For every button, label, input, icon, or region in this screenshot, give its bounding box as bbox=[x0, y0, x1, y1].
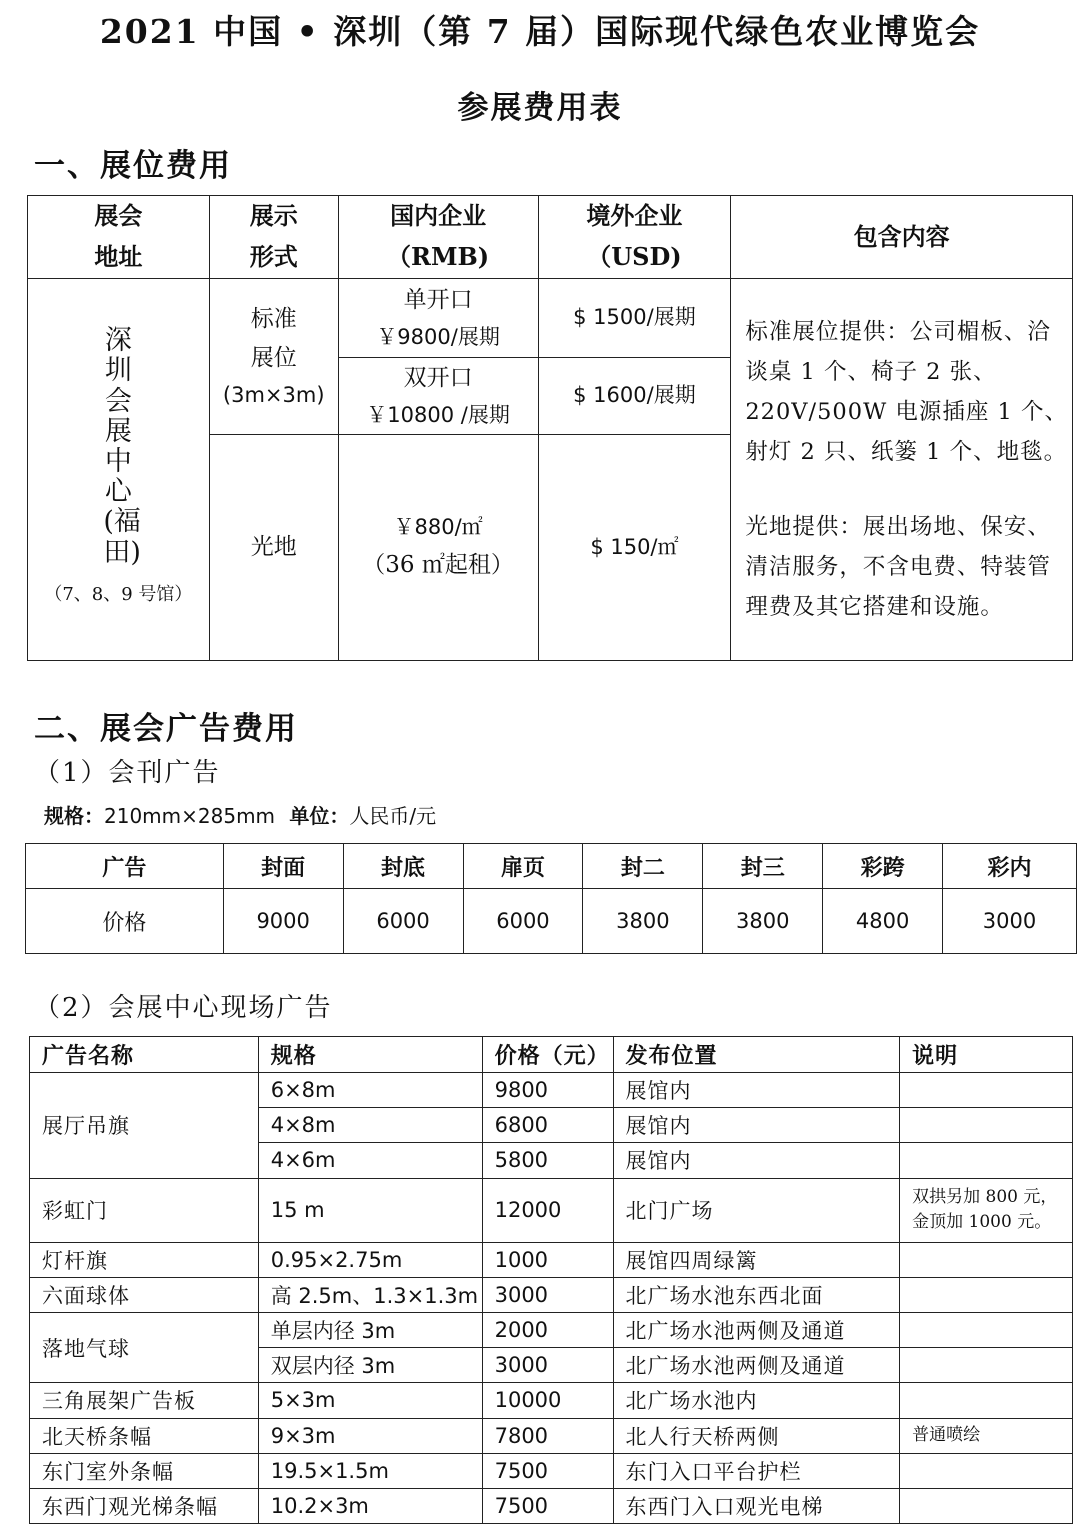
table-row bbox=[30, 1242, 1073, 1277]
onsite-ad-table bbox=[29, 1036, 1073, 1524]
ad-note bbox=[900, 1348, 1073, 1383]
table-row bbox=[30, 1383, 1073, 1418]
ad-price: 9800 bbox=[482, 1073, 613, 1108]
subheading-onsite-ads: （2）会展中心现场广告 bbox=[34, 993, 333, 1023]
ad-price: 5800 bbox=[482, 1143, 613, 1178]
ad-spec: 0.95×2.75m bbox=[258, 1242, 482, 1277]
header-overseas: 境外企业（USD) bbox=[538, 196, 731, 279]
ad-location: 北广场水池东西北面 bbox=[613, 1277, 900, 1312]
ad-note bbox=[900, 1242, 1073, 1277]
ad-note bbox=[900, 1073, 1073, 1108]
price-cell: 9000 bbox=[223, 889, 343, 954]
header-includes: 包含内容 bbox=[731, 196, 1073, 279]
ad-name: 东西门观光梯条幅 bbox=[30, 1488, 259, 1523]
ad-location: 展馆内 bbox=[613, 1143, 900, 1178]
col-header: 发布位置 bbox=[613, 1037, 900, 1073]
raw-space-form: 光地 bbox=[209, 435, 338, 661]
single-opening-cell bbox=[338, 279, 538, 358]
ad-note: 普通喷绘 bbox=[900, 1418, 1073, 1453]
ad-location: 北门广场 bbox=[613, 1178, 900, 1242]
standard-size: (3m×3m) bbox=[222, 382, 325, 407]
double-opening-label: 双开口 bbox=[403, 364, 473, 391]
includes-standard: 标准展位提供：公司楣板、洽谈桌 1 个、椅子 2 张、220V/500W 电源插座 1 个、射灯 2 只、纸篓 1 个、地毯。 bbox=[745, 319, 1068, 466]
ad-note bbox=[900, 1108, 1073, 1143]
page-title: 2021 中国 • 深圳（第 7 届）国际现代绿色农业博览会 bbox=[99, 12, 981, 51]
includes-raw: 光地提供：展出场地、保安、清洁服务，不含电费、特装管理费及其它搭建和设施。 bbox=[745, 513, 1051, 620]
standard-form-cell bbox=[209, 279, 338, 435]
price-cell: 4800 bbox=[823, 889, 943, 954]
header-form: 展示形式 bbox=[209, 196, 338, 279]
table-row bbox=[30, 1277, 1073, 1312]
price-cell: 6000 bbox=[343, 889, 463, 954]
price-cell: 3800 bbox=[703, 889, 823, 954]
table-row bbox=[30, 1313, 1073, 1348]
ad-location: 展馆四周绿篱 bbox=[613, 1242, 900, 1277]
col-header: 彩跨 bbox=[823, 844, 943, 889]
header-domestic: 国内企业（RMB) bbox=[338, 196, 538, 279]
raw-space-domestic-cell bbox=[338, 435, 538, 661]
standard-form: 标准展位 bbox=[250, 305, 297, 371]
ad-price: 2000 bbox=[482, 1313, 613, 1348]
ad-name: 展厅吊旗 bbox=[30, 1073, 259, 1178]
raw-space-min-rent: （36 ㎡起租） bbox=[362, 551, 514, 578]
ad-name: 北天桥条幅 bbox=[30, 1418, 259, 1453]
double-opening-overseas-price: $ 1600/展期 bbox=[538, 358, 731, 435]
ad-note bbox=[900, 1383, 1073, 1418]
col-header: 封底 bbox=[343, 844, 463, 889]
table-row bbox=[30, 1073, 1073, 1108]
ad-location: 北人行天桥两侧 bbox=[613, 1418, 900, 1453]
ad-note bbox=[900, 1313, 1073, 1348]
ad-price: 7500 bbox=[482, 1453, 613, 1488]
ad-location: 北广场水池两侧及通道 bbox=[613, 1348, 900, 1383]
section-heading-booth: 一、展位费用 bbox=[34, 148, 232, 184]
page-subtitle: 参展费用表 bbox=[457, 90, 623, 126]
ad-name: 灯杆旗 bbox=[30, 1242, 259, 1277]
ad-spec: 15 m bbox=[258, 1178, 482, 1242]
table-row bbox=[30, 1178, 1073, 1242]
price-cell: 3800 bbox=[583, 889, 703, 954]
ad-spec: 9×3m bbox=[258, 1418, 482, 1453]
subheading-catalog-ads: （1）会刊广告 bbox=[34, 758, 221, 788]
ad-price: 3000 bbox=[482, 1277, 613, 1312]
includes-cell bbox=[731, 279, 1073, 661]
venue-cell bbox=[28, 279, 210, 661]
table-row bbox=[30, 1453, 1073, 1488]
header-venue: 展会地址 bbox=[28, 196, 210, 279]
ad-price: 1000 bbox=[482, 1242, 613, 1277]
col-header: 广告名称 bbox=[30, 1037, 259, 1073]
col-header: 说明 bbox=[900, 1037, 1073, 1073]
table-row bbox=[30, 1418, 1073, 1453]
ad-spec: 5×3m bbox=[258, 1383, 482, 1418]
col-header: 封三 bbox=[703, 844, 823, 889]
ad-price: 3000 bbox=[482, 1348, 613, 1383]
venue-halls: （7、8、9 号馆） bbox=[44, 583, 193, 605]
row-label-price: 价格 bbox=[26, 889, 224, 954]
ad-note bbox=[900, 1488, 1073, 1523]
ad-price: 7500 bbox=[482, 1488, 613, 1523]
price-cell: 6000 bbox=[463, 889, 583, 954]
price-cell: 3000 bbox=[943, 889, 1077, 954]
table-row bbox=[30, 1488, 1073, 1523]
double-opening-cell bbox=[338, 358, 538, 435]
venue-name: 深圳会展中心(福田) bbox=[103, 325, 141, 568]
ad-note bbox=[900, 1453, 1073, 1488]
ad-spec: 4×8m bbox=[258, 1108, 482, 1143]
ad-spec: 4×6m bbox=[258, 1143, 482, 1178]
ad-location: 北广场水池两侧及通道 bbox=[613, 1313, 900, 1348]
ad-spec: 单层内径 3m bbox=[258, 1313, 482, 1348]
ad-name: 落地气球 bbox=[30, 1313, 259, 1383]
ad-spec: 高 2.5m、1.3×1.3m bbox=[258, 1277, 482, 1312]
ad-price: 6800 bbox=[482, 1108, 613, 1143]
ad-location: 北广场水池内 bbox=[613, 1383, 900, 1418]
single-opening-label: 单开口 bbox=[403, 286, 473, 313]
col-header: 规格 bbox=[258, 1037, 482, 1073]
raw-space-overseas-price: $ 150/㎡ bbox=[538, 435, 731, 661]
section-heading-ads: 二、展会广告费用 bbox=[34, 711, 298, 747]
catalog-ad-table bbox=[25, 843, 1077, 954]
booth-fee-table bbox=[27, 195, 1073, 661]
ad-location: 东门入口平台护栏 bbox=[613, 1453, 900, 1488]
col-header: 价格（元） bbox=[482, 1037, 613, 1073]
col-header: 封二 bbox=[583, 844, 703, 889]
col-header: 封面 bbox=[223, 844, 343, 889]
single-opening-overseas-price: $ 1500/展期 bbox=[538, 279, 731, 358]
double-opening-domestic-price: ￥10800 /展期 bbox=[366, 402, 510, 427]
ad-name: 三角展架广告板 bbox=[30, 1383, 259, 1418]
raw-space-domestic-price: ￥880/㎡ bbox=[393, 515, 483, 540]
ad-location: 展馆内 bbox=[613, 1073, 900, 1108]
ad-name: 六面球体 bbox=[30, 1277, 259, 1312]
catalog-spec-line: 规格：210mm×285mm 单位：人民币/元 bbox=[44, 804, 437, 828]
ad-spec: 19.5×1.5m bbox=[258, 1453, 482, 1488]
ad-spec: 双层内径 3m bbox=[258, 1348, 482, 1383]
ad-note bbox=[900, 1143, 1073, 1178]
ad-spec: 10.2×3m bbox=[258, 1488, 482, 1523]
col-header: 扉页 bbox=[463, 844, 583, 889]
ad-spec: 6×8m bbox=[258, 1073, 482, 1108]
ad-name: 东门室外条幅 bbox=[30, 1453, 259, 1488]
ad-price: 12000 bbox=[482, 1178, 613, 1242]
ad-location: 展馆内 bbox=[613, 1108, 900, 1143]
col-header: 广告 bbox=[26, 844, 224, 889]
ad-note bbox=[900, 1277, 1073, 1312]
ad-name: 彩虹门 bbox=[30, 1178, 259, 1242]
ad-price: 10000 bbox=[482, 1383, 613, 1418]
ad-location: 东西门入口观光电梯 bbox=[613, 1488, 900, 1523]
col-header: 彩内 bbox=[943, 844, 1077, 889]
ad-price: 7800 bbox=[482, 1418, 613, 1453]
single-opening-domestic-price: ￥9800/展期 bbox=[376, 324, 500, 349]
ad-note: 双拱另加 800 元，金顶加 1000 元。 bbox=[900, 1178, 1073, 1242]
